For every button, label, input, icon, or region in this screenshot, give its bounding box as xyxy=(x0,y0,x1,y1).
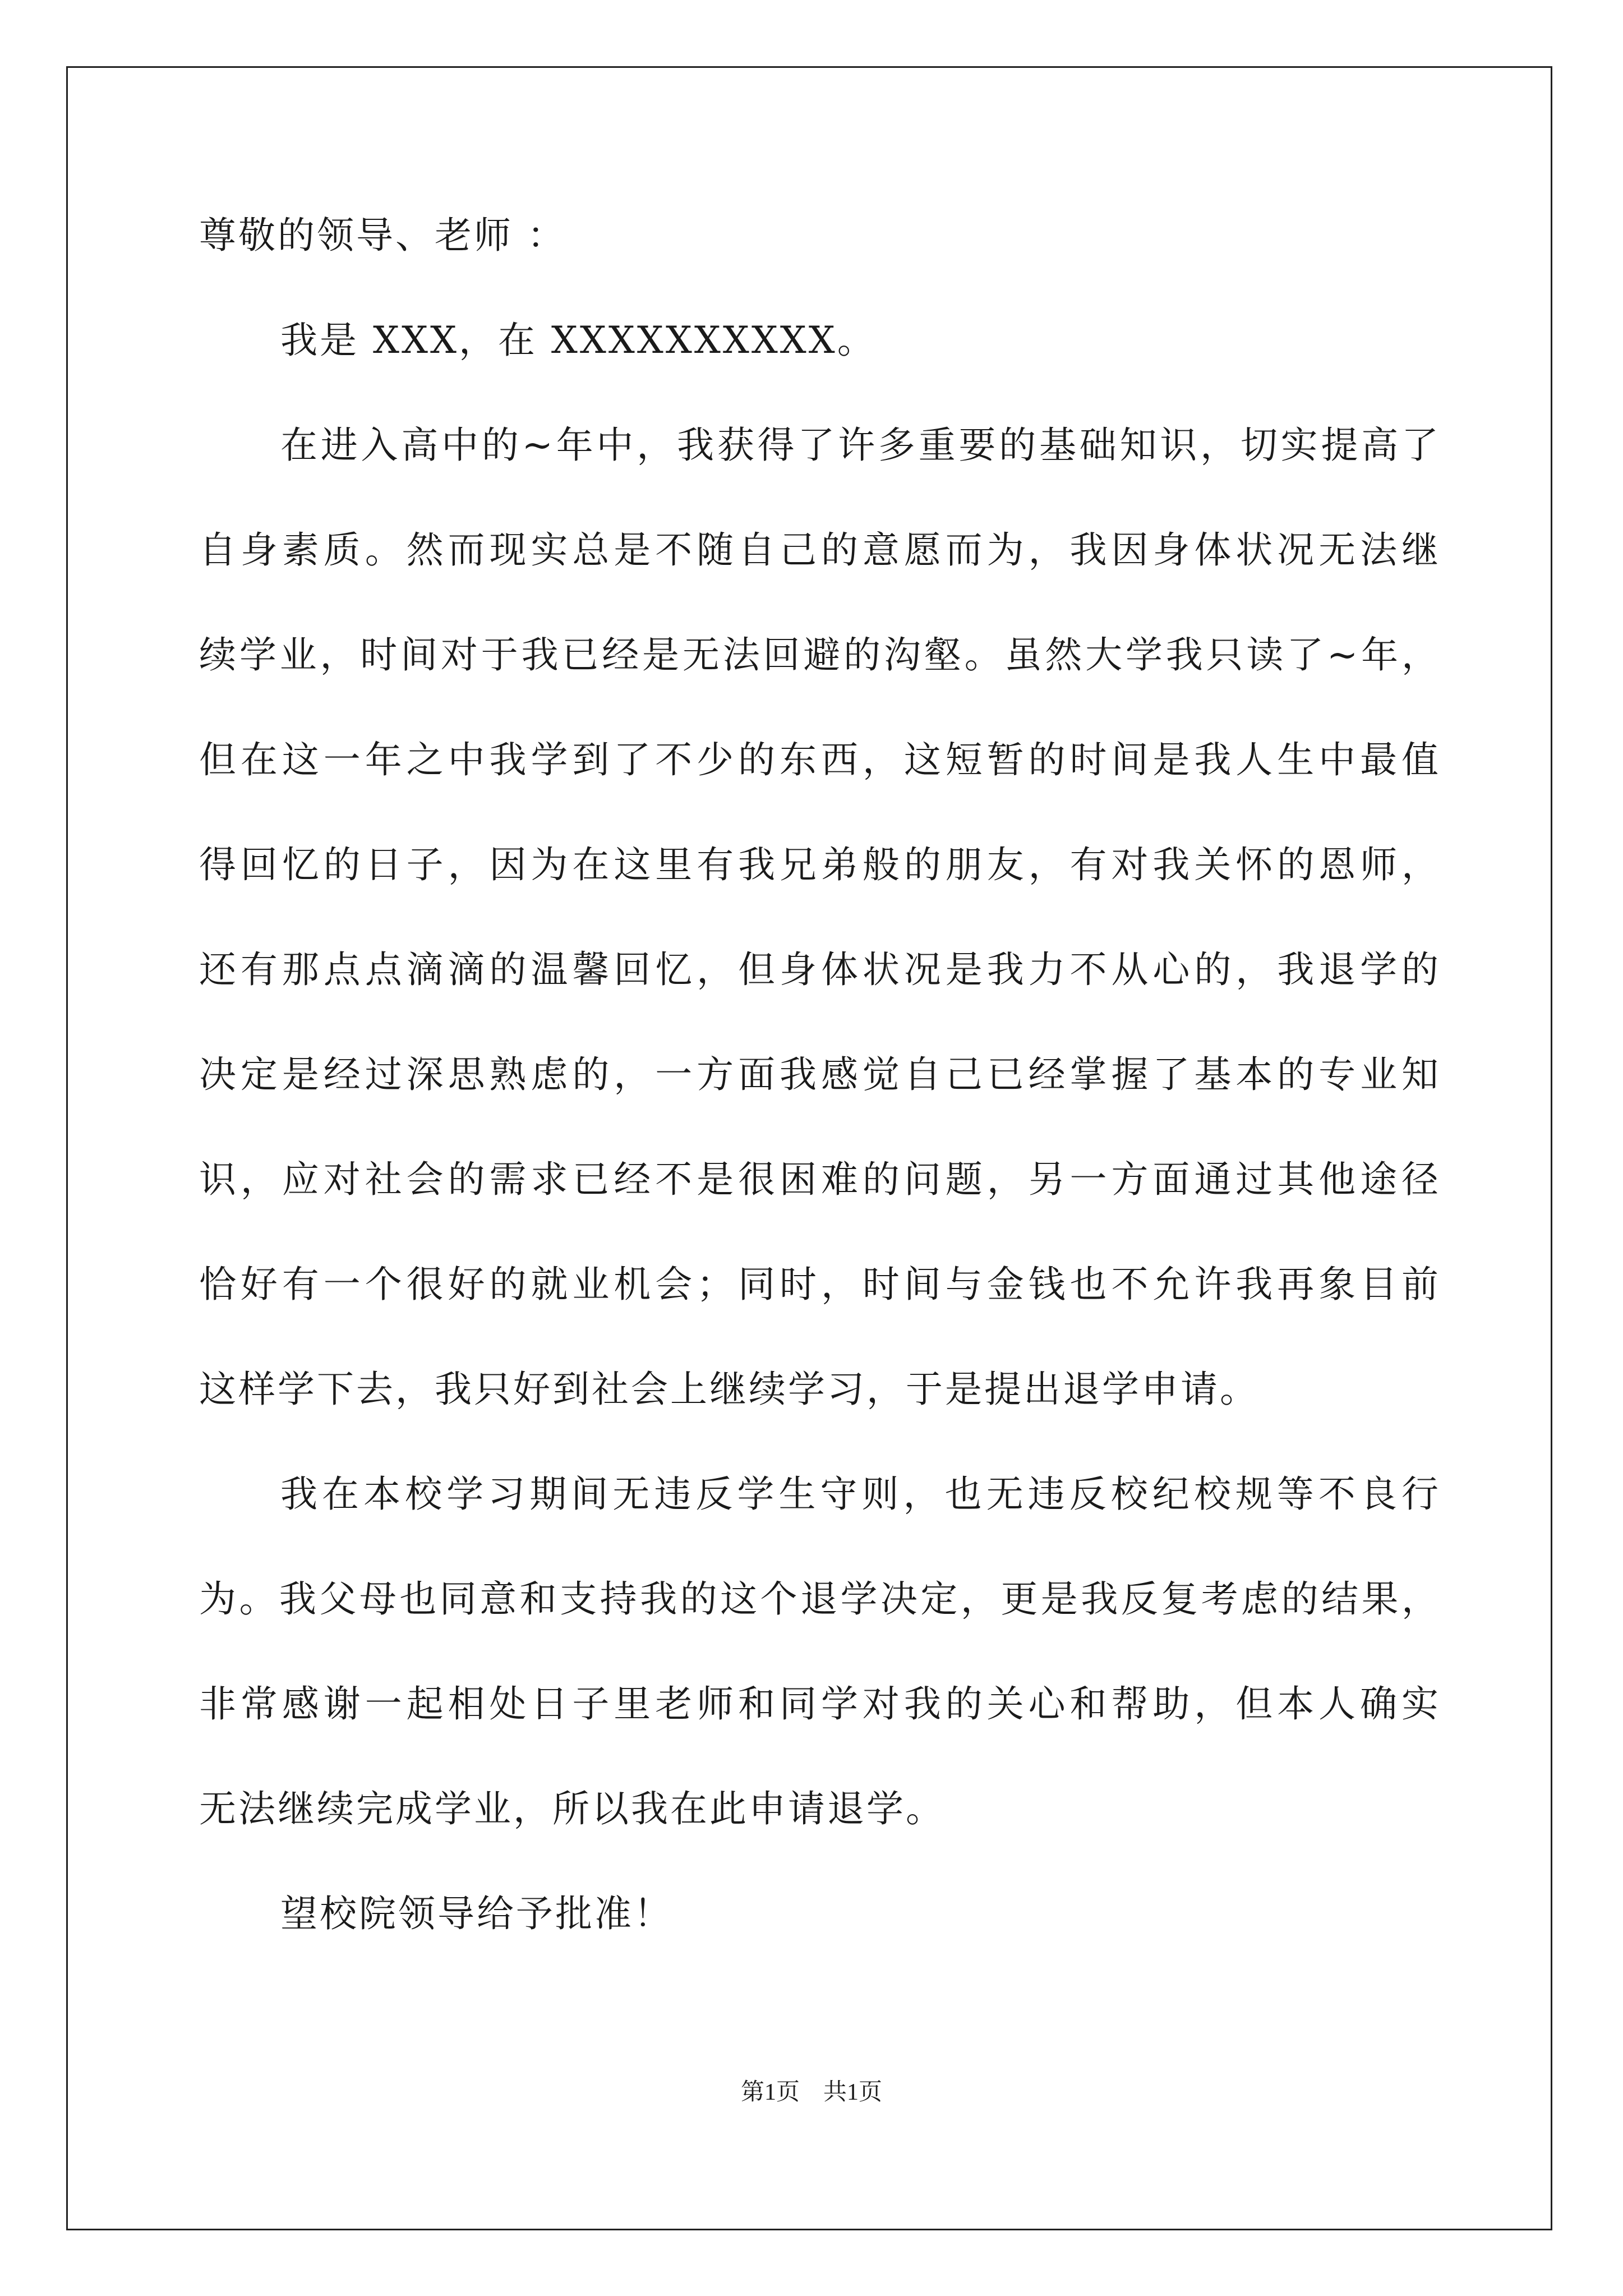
paragraph-line: 我在本校学习期间无违反学生守则，也无违反校纪校规等不良行 xyxy=(280,1473,1438,1516)
paragraph-line: 为。我父母也同意和支持我的这个退学决定，更是我反复考虑的结果， xyxy=(199,1577,1438,1621)
paragraph-line: 续学业，时间对于我已经是无法回避的沟壑。虽然大学我只读了~年， xyxy=(199,633,1438,677)
paragraph-line: 非常感谢一起相处日子里老师和同学对我的关心和帮助，但本人确实 xyxy=(199,1682,1438,1726)
paragraph-line: 无法继续完成学业，所以我在此申请退学。 xyxy=(199,1787,945,1830)
salutation: 尊敬的领导、老师 ： xyxy=(199,214,566,257)
paragraph-line: 得回忆的日子，因为在这里有我兄弟般的朋友，有对我关怀的恩师， xyxy=(199,843,1438,886)
paragraph-line: 这样学下去，我只好到社会上继续学习，于是提出退学申请。 xyxy=(199,1368,1259,1411)
paragraph-line: 决定是经过深思熟虑的，一方面我感觉自己已经掌握了基本的专业知 xyxy=(199,1053,1438,1096)
page-number-footer: 第1页 共1页 xyxy=(740,2079,882,2105)
paragraph-line: 但在这一年之中我学到了不少的东西，这短暂的时间是我人生中最值 xyxy=(199,738,1438,781)
paragraph-line: 在进入高中的~年中，我获得了许多重要的基础知识，切实提高了 xyxy=(280,424,1438,467)
paragraph-line: 自身素质。然而现实总是不随自己的意愿而为，我因身体状况无法继 xyxy=(199,528,1438,572)
paragraph-line: 识，应对社会的需求已经不是很困难的问题，另一方面通过其他途径 xyxy=(199,1158,1438,1201)
closing-line: 望校院领导给予批准！ xyxy=(280,1892,673,1935)
paragraph-intro: 我是 XXX，在 XXXXXXXXXX。 xyxy=(280,319,877,362)
paragraph-line: 还有那点点滴滴的温馨回忆，但身体状况是我力不从心的，我退学的 xyxy=(199,948,1438,991)
paragraph-line: 恰好有一个很好的就业机会；同时，时间与金钱也不允许我再象目前 xyxy=(199,1263,1438,1306)
